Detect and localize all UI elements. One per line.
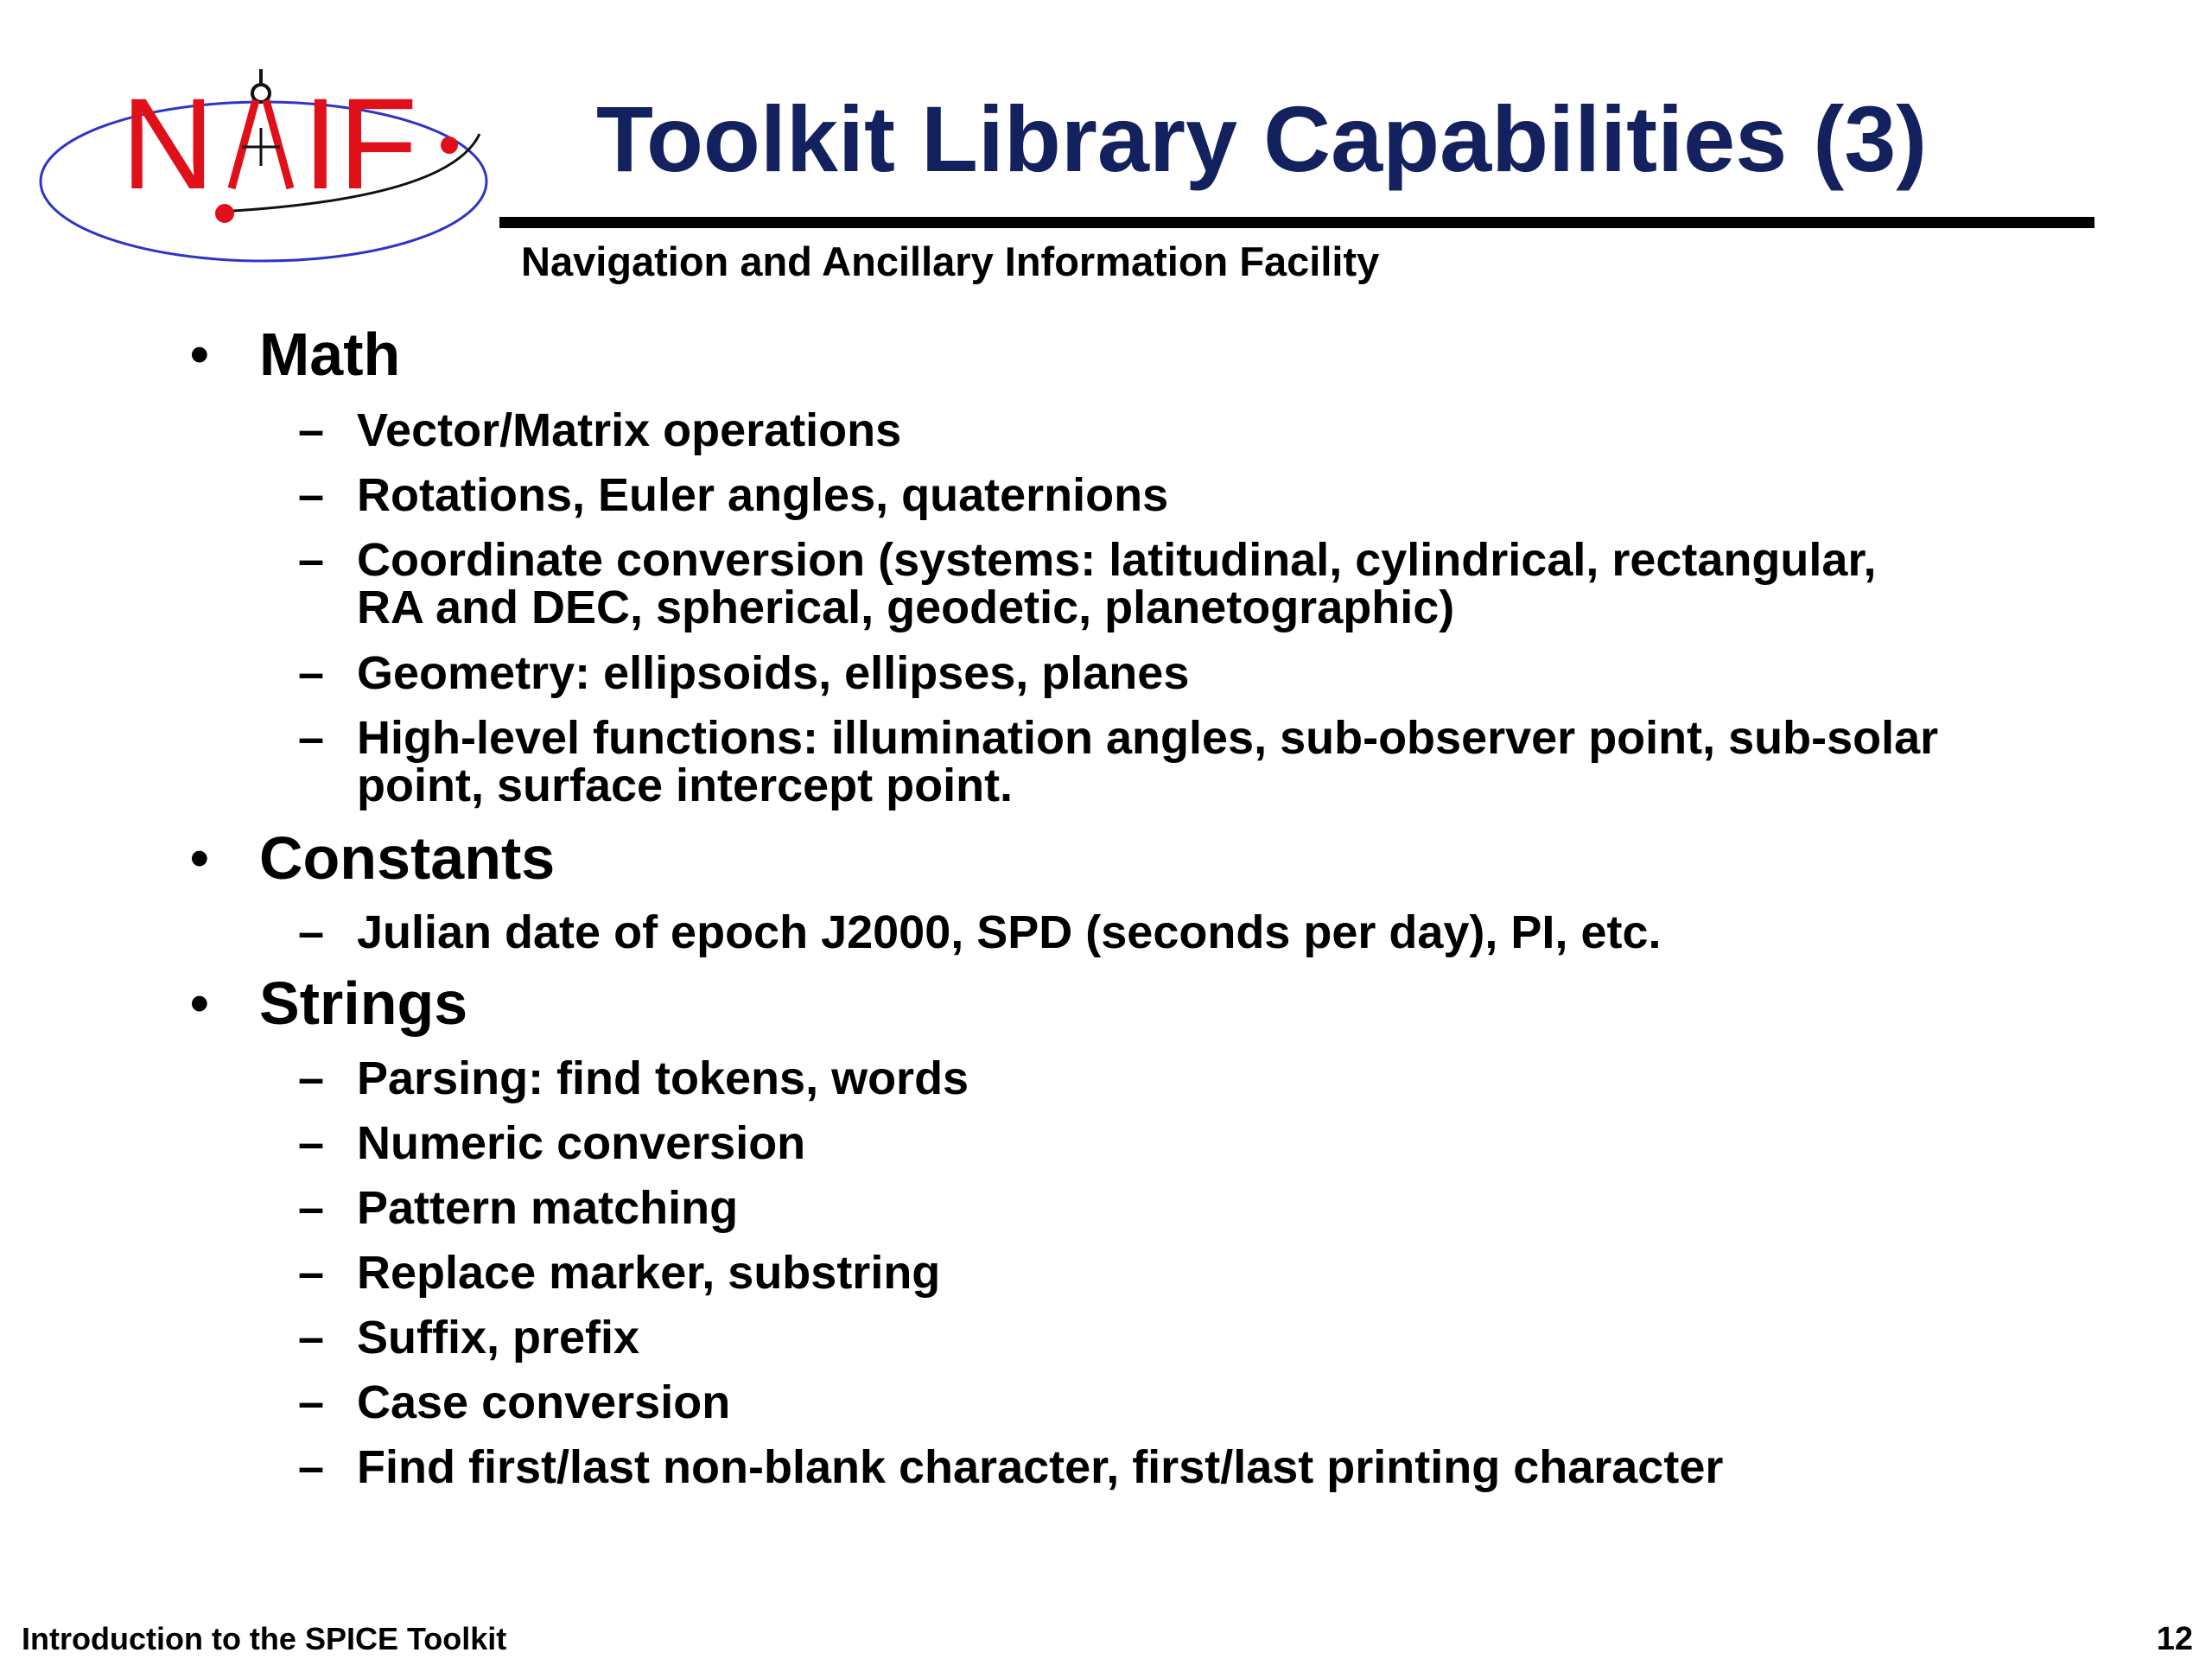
list-item: Geometry: ellipsoids, ellipses, planes	[357, 647, 1190, 699]
dash-icon: –	[298, 1376, 325, 1428]
list-item: Rotations, Euler angles, quaternions	[357, 469, 1169, 521]
bullet-icon: •	[190, 974, 209, 1033]
list-item: Coordinate conversion (systems: latitudinal, cylindrical, rectangular,	[357, 534, 1877, 586]
list-item: Case conversion	[357, 1376, 731, 1428]
bullet-icon: •	[190, 325, 209, 385]
logo-letter-if: IF	[302, 71, 418, 216]
list-item: Numeric conversion	[357, 1117, 806, 1169]
list-item: Vector/Matrix operations	[357, 404, 902, 456]
list-item: High-level functions: illumination angles, sub-observer point, sub-solar	[357, 712, 1939, 764]
list-item-continuation: RA and DEC, spherical, geodetic, planetographic)	[357, 582, 1455, 633]
dash-icon: –	[298, 1441, 325, 1493]
section-heading: Constants	[259, 824, 556, 892]
list-item: Pattern matching	[357, 1182, 739, 1234]
page-number: 12	[2156, 1621, 2193, 1657]
page-title: Toolkit Library Capabilities (3)	[596, 86, 1928, 191]
list-item: Julian date of epoch J2000, SPD (seconds per day), PI, etc.	[357, 906, 1662, 958]
dash-icon: –	[298, 647, 325, 699]
dash-icon: –	[298, 534, 325, 586]
list-item-continuation: point, surface intercept point.	[357, 760, 1014, 811]
dash-icon: –	[298, 469, 325, 521]
dash-icon: –	[298, 1117, 325, 1169]
list-item: Replace marker, substring	[357, 1247, 941, 1299]
dash-icon: –	[298, 404, 325, 456]
logo-letter-n: N	[121, 71, 215, 216]
dash-icon: –	[298, 1312, 325, 1363]
dash-icon: –	[298, 906, 325, 958]
section-heading: Strings	[259, 969, 468, 1037]
dash-icon: –	[298, 1247, 325, 1299]
dash-icon: –	[298, 1052, 325, 1104]
footer-text: Introduction to the SPICE Toolkit	[22, 1621, 507, 1656]
list-item: Suffix, prefix	[357, 1312, 640, 1363]
dash-icon: –	[298, 1182, 325, 1234]
list-item: Parsing: find tokens, words	[357, 1052, 969, 1104]
section-heading: Math	[259, 321, 401, 388]
page-subtitle: Navigation and Ancillary Information Facility	[521, 238, 1380, 284]
bullet-icon: •	[190, 829, 209, 888]
list-item: Find first/last non-blank character, first/last printing character	[357, 1441, 1724, 1493]
dash-icon: –	[298, 712, 325, 764]
